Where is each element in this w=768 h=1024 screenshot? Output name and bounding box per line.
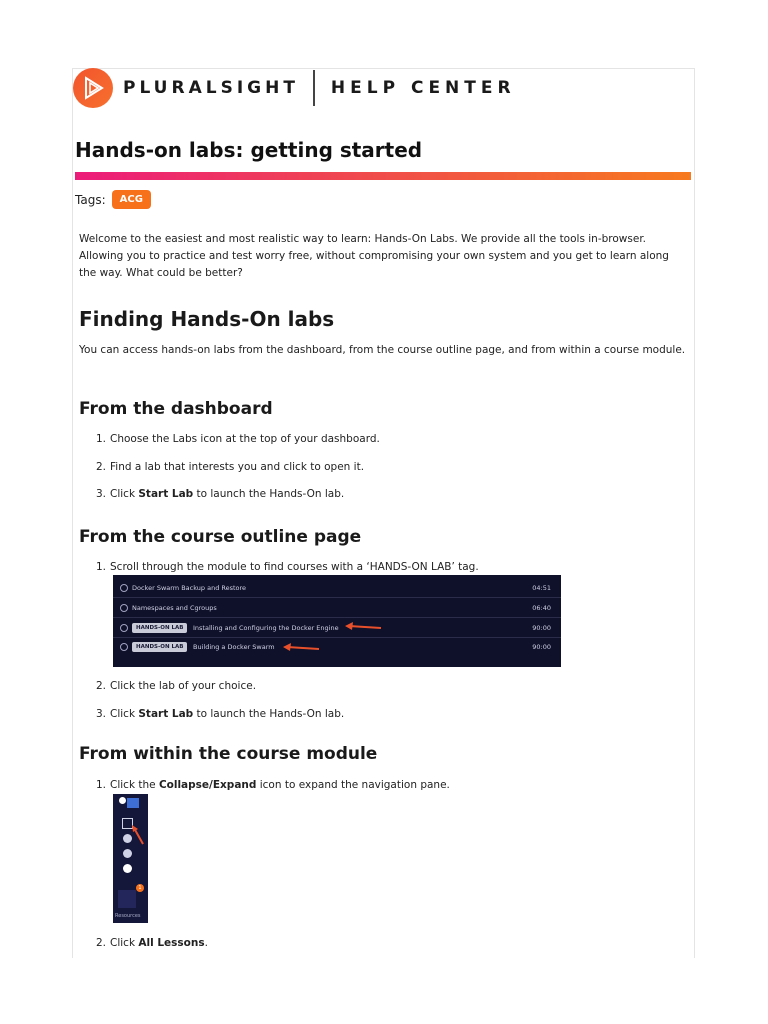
module-heading: From within the course module xyxy=(79,744,378,764)
resources-label: Resources xyxy=(115,913,141,919)
tag-acg[interactable]: ACG xyxy=(112,190,151,209)
help-center-label: HELP CENTER xyxy=(330,78,516,98)
arrow-left-icon xyxy=(281,641,321,653)
hands-on-lab-badge: HANDS-ON LAB xyxy=(132,642,187,652)
course-row: Namespaces and Cgroups 06:40 xyxy=(113,599,561,618)
course-outline-screenshot xyxy=(113,575,561,667)
arrow-up-icon xyxy=(131,824,145,846)
logo-icon xyxy=(127,798,139,808)
check-icon xyxy=(123,864,132,873)
page-title: Hands-on labs: getting started xyxy=(75,138,423,162)
finding-heading: Finding Hands-On labs xyxy=(79,307,335,331)
close-icon xyxy=(119,797,126,804)
list-item: 2. Click the lab of your choice. xyxy=(96,680,257,692)
brand-divider xyxy=(313,70,315,106)
brand-name: PLURALSIGHT xyxy=(123,78,299,98)
outline-heading: From the course outline page xyxy=(79,527,362,547)
resources-icon xyxy=(118,890,136,908)
course-row: HANDS-ON LAB Installing and Configuring the Docker Engine 90:00 xyxy=(113,619,561,638)
list-item: 2. Click All Lessons. xyxy=(96,937,208,949)
lesson-icon xyxy=(123,849,132,858)
play-circle-icon xyxy=(120,584,128,592)
list-item: 3. Click Start Lab to launch the Hands-On lab. xyxy=(96,708,345,720)
play-circle-icon xyxy=(120,643,128,651)
list-item: 1. Choose the Labs icon at the top of your dashboard. xyxy=(96,433,380,445)
title-divider xyxy=(75,172,691,180)
list-item: 1. Click the Collapse/Expand icon to expand the navigation pane. xyxy=(96,779,450,791)
list-item: 3. Click Start Lab to launch the Hands-On lab. xyxy=(96,488,345,500)
page-frame xyxy=(72,68,695,958)
play-circle-icon xyxy=(120,604,128,612)
finding-paragraph: You can access hands-on labs from the dashboard, from the course outline page, and from within a course module. xyxy=(79,344,686,356)
dashboard-heading: From the dashboard xyxy=(79,399,273,419)
intro-paragraph: Welcome to the easiest and most realistic way to learn: Hands-On Labs. We provide all the tools in-browser. Allowing you to practice and test worry free, without compromising your own system and you get to learn along the way. What could be better? xyxy=(79,233,669,279)
pluralsight-play-icon xyxy=(73,68,113,108)
course-row: Docker Swarm Backup and Restore 04:51 xyxy=(113,579,561,598)
tags-row xyxy=(75,190,151,209)
course-module-nav-screenshot xyxy=(113,794,148,923)
list-item: 2. Find a lab that interests you and click to open it. xyxy=(96,461,365,473)
lesson-icon xyxy=(123,834,132,843)
site-header[interactable] xyxy=(73,68,516,108)
notification-badge: 1 xyxy=(136,884,144,892)
course-row: HANDS-ON LAB Building a Docker Swarm 90:00 xyxy=(113,638,561,657)
arrow-left-icon xyxy=(343,621,383,633)
list-item: 1. Scroll through the module to find courses with a ‘HANDS-ON LAB’ tag. xyxy=(96,561,479,573)
tags-label: Tags: xyxy=(75,192,106,207)
hands-on-lab-badge: HANDS-ON LAB xyxy=(132,623,187,633)
play-circle-icon xyxy=(120,624,128,632)
